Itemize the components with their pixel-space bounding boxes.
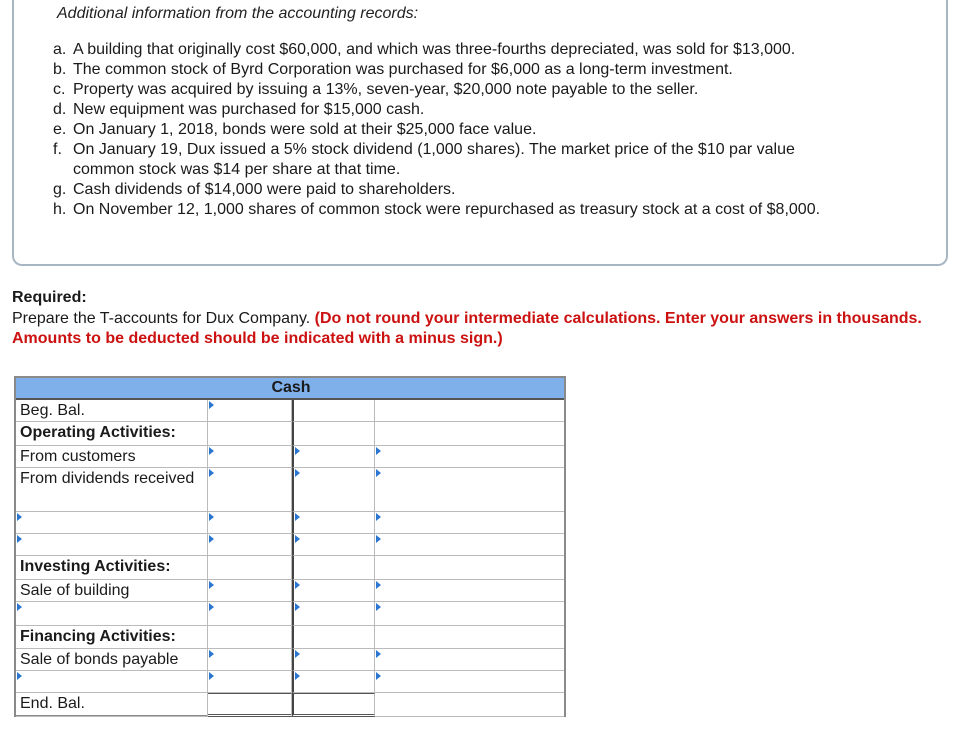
table-row [16,446,564,468]
amount-input-left[interactable] [208,512,292,534]
required-text-plain: Prepare the T-accounts for Dux Company. [12,310,311,327]
table-row [16,534,564,556]
input-marker-icon [209,535,214,543]
table-row [16,468,564,512]
cash-t-account [14,376,566,717]
amount-input-left[interactable] [208,602,292,626]
row-label: Beg. Bal. [16,400,208,422]
section-heading-operating: Operating Activities: [16,422,208,446]
blank-cell [292,556,375,580]
input-marker-icon [295,650,300,658]
row-label-input[interactable] [16,534,208,556]
amount-input-right[interactable] [375,512,564,534]
t-account-header [16,378,564,400]
amount-input-center[interactable] [292,400,375,422]
t-account-title: Cash [271,379,311,396]
input-marker-icon [17,513,22,521]
amount-input-left[interactable] [208,671,292,693]
amount-input-right[interactable] [375,400,564,422]
blank-cell [292,422,375,446]
input-marker-icon [209,603,214,611]
input-marker-icon [209,672,214,680]
input-marker-icon [295,469,300,477]
table-row [16,422,564,446]
row-label-input[interactable]: Sale of bonds payable [16,649,208,671]
table-row [16,626,564,649]
input-marker-icon [209,513,214,521]
amount-input-left[interactable] [208,649,292,671]
amount-input-left[interactable] [208,693,292,717]
row-label-input[interactable]: Sale of building [16,580,208,602]
amount-input-center[interactable] [292,602,375,626]
amount-input-right[interactable] [375,602,564,626]
input-marker-icon [17,535,22,543]
input-marker-icon [376,581,381,589]
input-marker-icon [17,672,22,680]
row-label-input[interactable]: From dividends received [16,468,208,512]
table-row [16,649,564,671]
amount-input-left[interactable] [208,580,292,602]
amount-input-left[interactable] [208,400,292,422]
input-marker-icon [209,447,214,455]
blank-cell [208,422,292,446]
table-row [16,556,564,580]
blank-cell [375,556,564,580]
table-row [16,580,564,602]
blank-cell [208,556,292,580]
input-marker-icon [295,513,300,521]
section-heading-investing: Investing Activities: [16,556,208,580]
amount-input-center[interactable] [292,534,375,556]
amount-input-right[interactable] [375,580,564,602]
amount-input-right[interactable] [375,693,564,717]
amount-input-right[interactable] [375,446,564,468]
info-title: Additional information from the accounting records: [57,5,419,22]
blank-cell [375,422,564,446]
input-marker-icon [376,513,381,521]
input-marker-icon [295,535,300,543]
input-marker-icon [295,581,300,589]
amount-input-center[interactable] [292,671,375,693]
table-row [16,602,564,626]
amount-input-center[interactable] [292,468,375,512]
required-instructions [12,309,932,349]
input-marker-icon [376,603,381,611]
table-row [16,693,564,717]
input-marker-icon [17,603,22,611]
input-marker-icon [376,535,381,543]
amount-input-center[interactable] [292,580,375,602]
row-label-input[interactable] [16,671,208,693]
amount-input-right[interactable] [375,671,564,693]
table-row [16,400,564,422]
input-marker-icon [376,650,381,658]
row-label-input[interactable]: From customers [16,446,208,468]
input-marker-icon [376,469,381,477]
blank-cell [208,626,292,649]
amount-input-left[interactable] [208,534,292,556]
amount-input-center[interactable] [292,693,375,717]
amount-input-center[interactable] [292,649,375,671]
input-marker-icon [209,401,214,409]
input-marker-icon [295,447,300,455]
amount-input-left[interactable] [208,468,292,512]
input-marker-icon [376,672,381,680]
input-marker-icon [209,469,214,477]
row-label: End. Bal. [16,693,208,717]
blank-cell [292,626,375,649]
table-row [16,671,564,693]
row-label-input[interactable] [16,602,208,626]
amount-input-center[interactable] [292,512,375,534]
amount-input-right[interactable] [375,468,564,512]
input-marker-icon [295,603,300,611]
amount-input-center[interactable] [292,446,375,468]
input-marker-icon [295,672,300,680]
table-row [16,512,564,534]
section-heading-financing: Financing Activities: [16,626,208,649]
amount-input-left[interactable] [208,446,292,468]
required-text-warning: (Do not round your intermediate calculations. Enter your answers in thousands. Amounts to be deducted should be indicated with a minus sign.) [12,310,922,347]
amount-input-right[interactable] [375,649,564,671]
blank-cell [375,626,564,649]
input-marker-icon [376,447,381,455]
required-heading: Required: [12,289,87,306]
row-label-input[interactable] [16,512,208,534]
input-marker-icon [209,650,214,658]
amount-input-right[interactable] [375,534,564,556]
input-marker-icon [209,581,214,589]
